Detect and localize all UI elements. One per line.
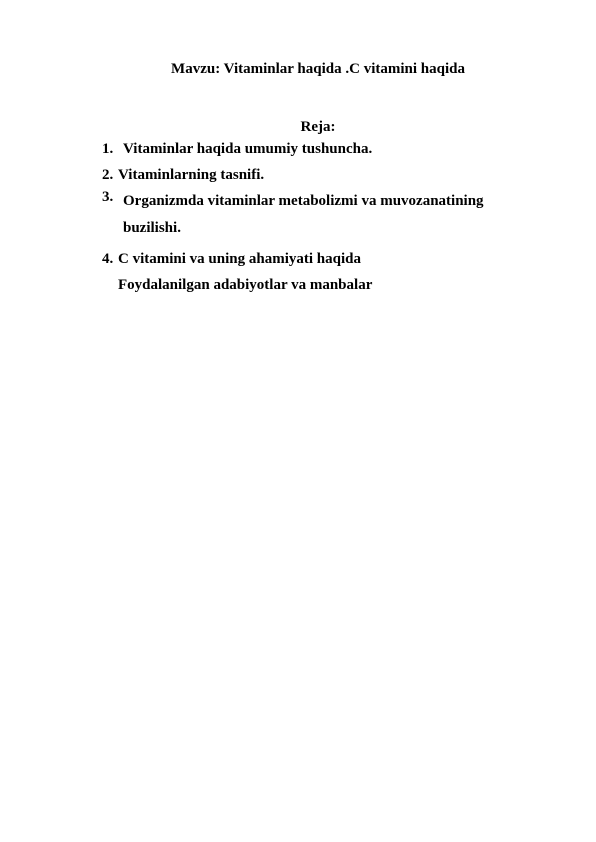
plan-item-number: 3. xyxy=(102,189,114,205)
plan-item-text: Vitaminlarning tasnifi. xyxy=(118,167,265,183)
plan-item-number: 2. xyxy=(102,167,114,183)
plan-item-number: 4. xyxy=(102,251,114,267)
plan-list xyxy=(102,140,542,294)
plan-item xyxy=(102,140,542,158)
plan-item xyxy=(102,250,542,268)
document-title: Mavzu: Vitaminlar haqida .C vitamini haqida xyxy=(171,61,465,77)
plan-item-text: C vitamini va uning ahamiyati haqida xyxy=(118,251,361,267)
plan-heading: Reja: xyxy=(300,119,336,135)
plan-item xyxy=(102,166,542,184)
plan-item-text: Organizmda vitaminlar metabolizmi va muvozanatining buzilishi. xyxy=(123,193,484,236)
plan-item-number: 1. xyxy=(102,141,114,157)
sources-line: Foydalanilgan adabiyotlar va manbalar xyxy=(118,277,373,293)
plan-item xyxy=(102,188,542,242)
plan-item-text: Vitaminlar haqida umumiy tushuncha. xyxy=(123,141,373,157)
